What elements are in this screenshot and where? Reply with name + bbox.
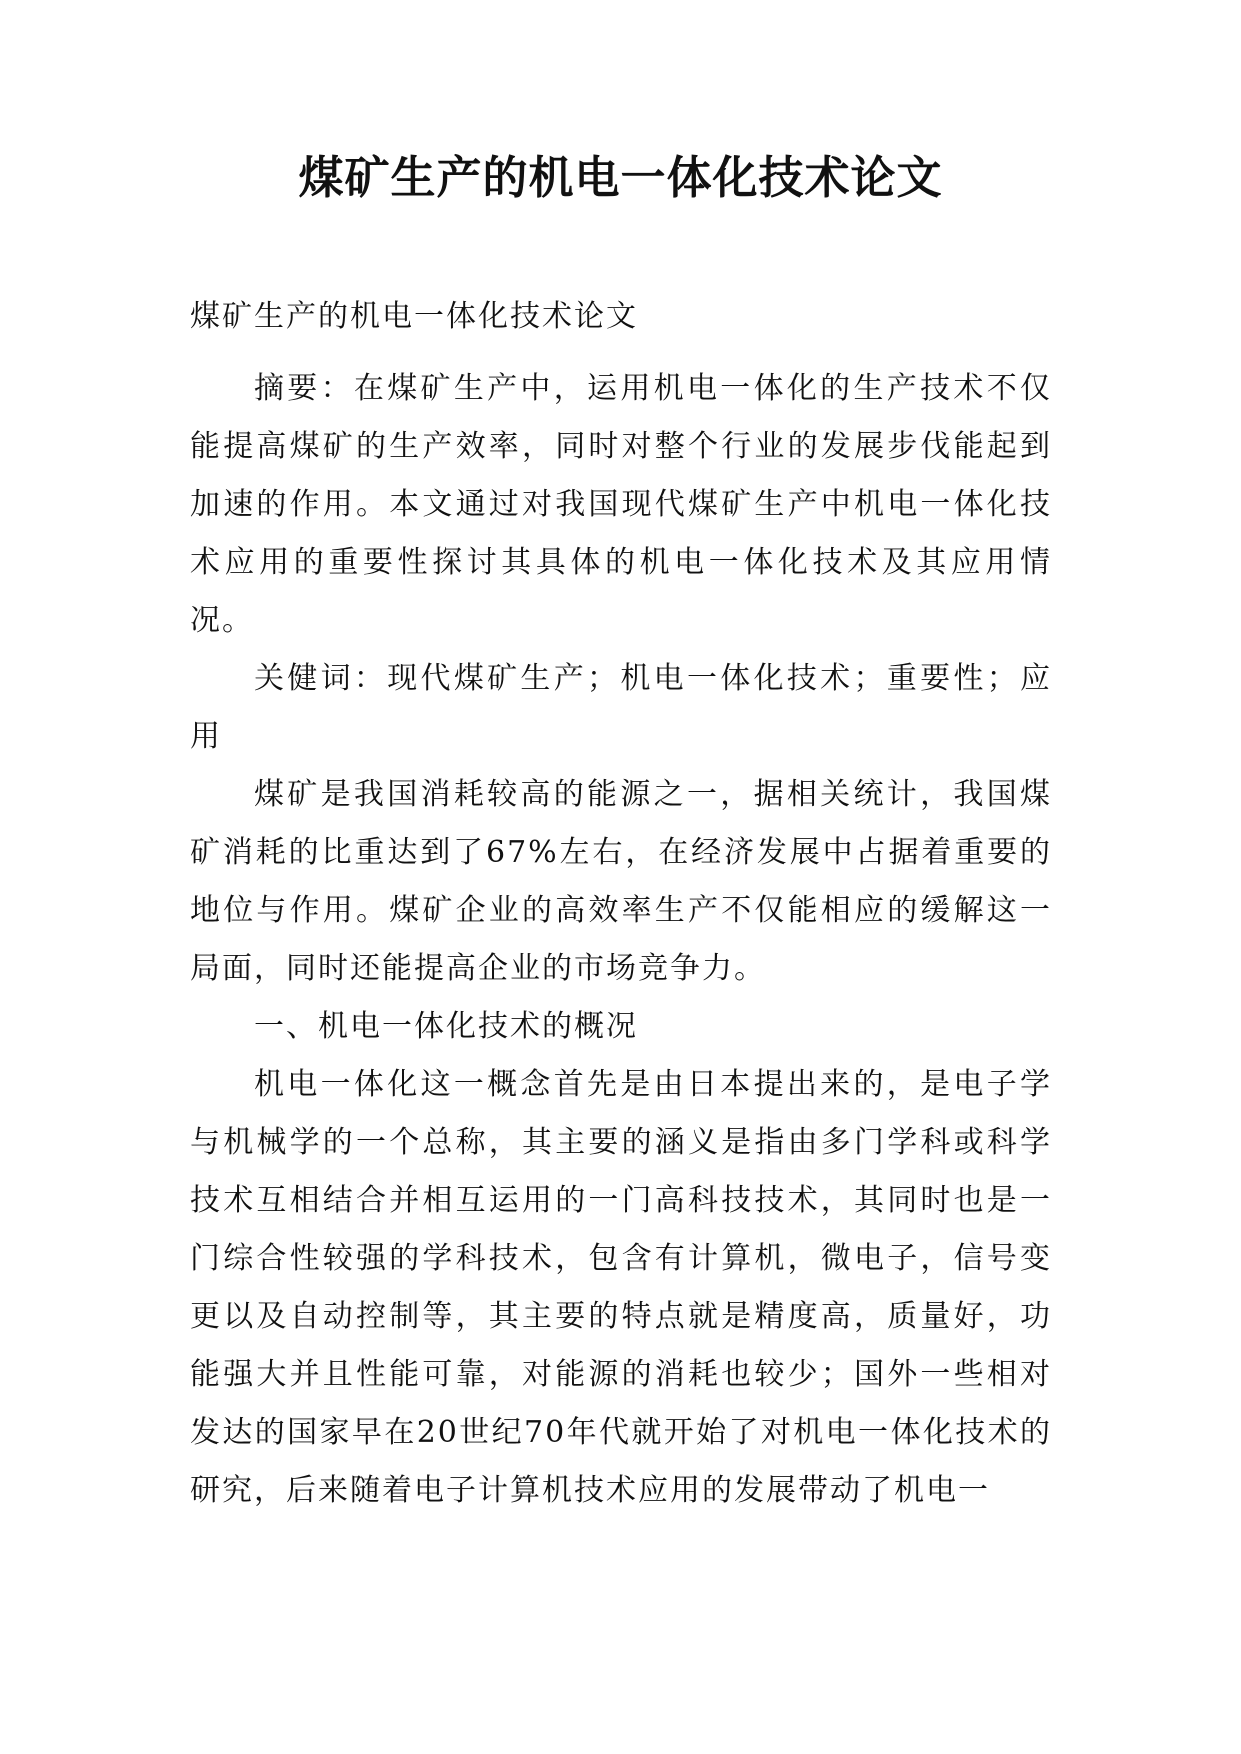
section-heading: 一、机电一体化技术的概况: [254, 1009, 638, 1044]
document-title: 煤矿生产的机电一体化技术论文: [298, 151, 943, 204]
intro-paragraph: 煤矿是我国消耗较高的能源之一，据相关统计，我国煤矿消耗的比重达到了67%左右，在经济发展中占据着重要的地位与作用。煤矿企业的高效率生产不仅能相应的缓解这一局面，同时还能提高企业的市场竞争力。: [190, 777, 1052, 986]
section-paragraph: 机电一体化这一概念首先是由日本提出来的，是电子学与机械学的一个总称，其主要的涵义是指由多门学科或科学技术互相结合并相互运用的一门高科技技术，其同时也是一门综合性较强的学科技术，包含有计算机，微电子，信号变更以及自动控制等，其主要的特点就是精度高，质量好，功能强大并且性能可靠，对能源的消耗也较少；国外一些相对发达的国家早在20世纪70年代就开始了对机电一体化技术的研究，后来随着电子计算机技术应用的发展带动了机电一: [190, 1067, 1052, 1508]
abstract-paragraph: 摘要：在煤矿生产中，运用机电一体化的生产技术不仅能提高煤矿的生产效率，同时对整个行业的发展步伐能起到加速的作用。本文通过对我国现代煤矿生产中机电一体化技术应用的重要性探讨其具体的机电一体化技术及其应用情况。: [190, 371, 1052, 638]
document-body: [190, 360, 1052, 1520]
document-subtitle: 煤矿生产的机电一体化技术论文: [190, 299, 638, 334]
keywords-paragraph: 关健词：现代煤矿生产；机电一体化技术；重要性；应用: [190, 661, 1052, 754]
